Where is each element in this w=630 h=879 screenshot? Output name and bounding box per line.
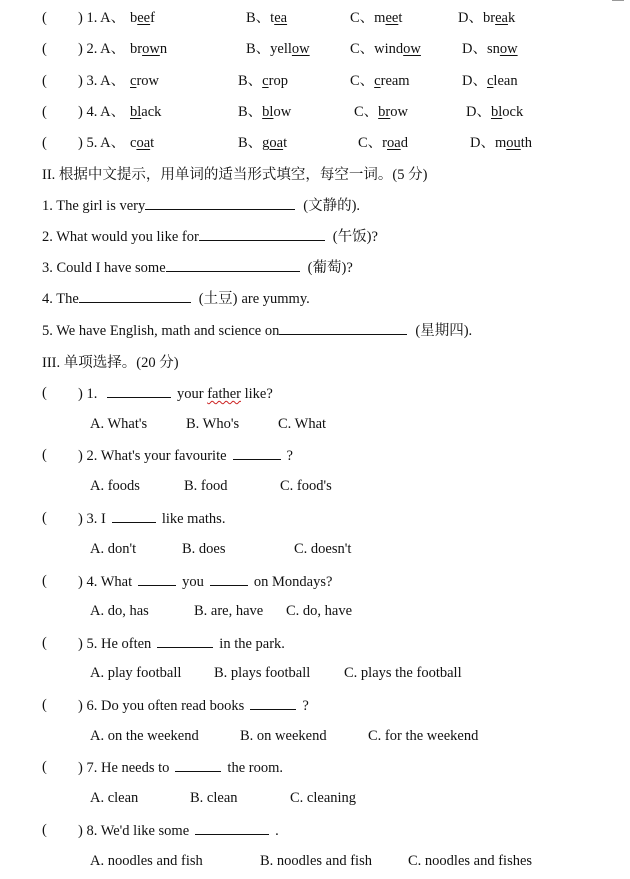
misspelling-word: father	[207, 386, 241, 402]
option-c	[354, 102, 408, 122]
option-a	[130, 39, 167, 59]
option-d	[470, 133, 532, 153]
underlined-letters: ow	[499, 41, 518, 57]
option-b[interactable]: B. noodles and fish	[260, 853, 372, 869]
question-number: ) 5.	[78, 636, 98, 652]
answer-paren[interactable]: (	[42, 41, 47, 57]
question-number: ) 4. A、	[78, 104, 126, 120]
underlined-letters: c	[130, 73, 137, 89]
answer-paren[interactable]: (	[42, 697, 47, 713]
answer-blank[interactable]	[195, 820, 269, 835]
answer-blank[interactable]	[107, 383, 171, 398]
option-a[interactable]: A. play football	[90, 665, 182, 681]
option-c	[350, 8, 402, 28]
word-part: m	[494, 135, 507, 151]
answer-blank[interactable]	[199, 226, 325, 241]
option-letter: B、	[246, 41, 271, 57]
stem-text: your	[176, 386, 204, 402]
underlined-letters: c	[374, 73, 381, 89]
option-letter: D、	[462, 41, 487, 57]
answer-blank[interactable]	[250, 695, 296, 710]
answer-paren[interactable]: (	[42, 10, 47, 26]
option-a[interactable]: A. don't	[90, 541, 137, 557]
underlined-letters: ow	[403, 41, 421, 57]
question-number: ) 8.	[78, 823, 98, 839]
answer-blank[interactable]	[157, 633, 213, 648]
stem-text: What's your favourite	[100, 448, 227, 464]
fill-item-4: 4. The (土豆) are yummy.	[42, 288, 310, 308]
answer-paren[interactable]: (	[42, 510, 47, 526]
option-a	[130, 133, 154, 153]
word-part: ack	[141, 104, 162, 120]
word-part: b	[130, 10, 138, 26]
question-number: ) 1.	[78, 386, 98, 402]
option-b	[238, 102, 291, 122]
stem-text: ?	[286, 448, 293, 464]
stem-text: like maths.	[161, 511, 226, 527]
answer-blank[interactable]	[279, 320, 407, 335]
page-corner-mark	[612, 0, 624, 1]
question-number: ) 2. A、	[78, 41, 126, 57]
option-d	[458, 8, 515, 28]
question-number: ) 1. A、	[78, 10, 126, 26]
stem-text: on Mondays?	[253, 574, 333, 590]
option-c[interactable]: C. cleaning	[290, 790, 357, 806]
option-b	[246, 8, 287, 28]
question-stem	[78, 757, 283, 778]
word-part: ream	[380, 73, 410, 89]
stem-text: He often	[100, 636, 152, 652]
option-a	[130, 71, 159, 91]
option-b	[238, 71, 288, 91]
option-letter: B、	[238, 104, 263, 120]
word-part: t	[150, 135, 155, 151]
section-3-title: III. 单项选择。(20 分)	[42, 355, 179, 371]
answer-blank[interactable]	[166, 257, 300, 272]
answer-paren[interactable]: (	[42, 385, 47, 401]
option-b[interactable]: B. Who's	[186, 416, 240, 432]
answer-paren[interactable]: (	[42, 73, 47, 89]
answer-paren[interactable]: (	[42, 573, 47, 589]
underlined-letters: bl	[262, 104, 274, 120]
option-letter: B、	[238, 73, 263, 89]
option-letter: B、	[246, 10, 271, 26]
word-part: rop	[268, 73, 288, 89]
option-letter: C、	[354, 104, 379, 120]
word-part: t	[283, 135, 288, 151]
option-c[interactable]: C. doesn't	[294, 541, 352, 557]
stem-text: He needs to	[100, 760, 170, 776]
option-c[interactable]: C. noodles and fishes	[408, 853, 533, 869]
option-c[interactable]: C. for the weekend	[368, 728, 479, 744]
option-a	[130, 8, 155, 28]
option-b[interactable]: B. on weekend	[240, 728, 327, 744]
underlined-letters: ee	[385, 10, 399, 26]
answer-blank[interactable]	[79, 288, 191, 303]
option-letter: D、	[458, 10, 483, 26]
underlined-letters: ow	[142, 41, 160, 57]
option-c	[350, 39, 421, 59]
stem-text: you	[182, 574, 204, 590]
word-part: k	[507, 10, 516, 26]
word-part: n	[159, 41, 168, 57]
section-2-title: II. 根据中文提示，用单词的适当形式填空，每空一词。(5 分)	[42, 167, 428, 183]
answer-blank[interactable]	[138, 571, 176, 586]
answer-paren[interactable]: (	[42, 447, 47, 463]
stem-text: ?	[302, 698, 309, 714]
underlined-letters: ea	[495, 10, 508, 26]
option-b	[246, 39, 310, 59]
option-b[interactable]: B. plays football	[214, 665, 311, 681]
option-c[interactable]: C. food's	[280, 478, 332, 494]
word-part: f	[150, 10, 155, 26]
answer-blank[interactable]	[210, 571, 248, 586]
stem-text: .	[275, 823, 279, 839]
underlined-letters: oa	[387, 135, 401, 151]
question-number: ) 5. A、	[78, 135, 126, 151]
question-number: ) 3. A、	[78, 73, 126, 89]
option-c	[358, 133, 408, 153]
word-part: lean	[493, 73, 518, 89]
word-part: row	[136, 73, 159, 89]
answer-blank[interactable]	[233, 445, 281, 460]
fill-item-1: 1. The girl is very (文静的).	[42, 195, 360, 215]
answer-paren[interactable]: (	[42, 822, 47, 838]
option-letter: C、	[350, 73, 375, 89]
fill-item-3: 3. Could I have some (葡萄)?	[42, 257, 353, 277]
question-number: ) 6.	[78, 698, 98, 714]
underlined-letters: ou	[506, 135, 521, 151]
word-part: ow	[273, 104, 292, 120]
question-stem	[78, 508, 225, 529]
option-letter: B、	[238, 135, 263, 151]
question-stem	[78, 633, 285, 654]
word-part: br	[482, 10, 496, 26]
option-c[interactable]: C. plays the football	[344, 665, 462, 681]
underlined-letters: ow	[291, 41, 310, 57]
option-letter: D、	[470, 135, 495, 151]
stem-text: I	[100, 511, 106, 527]
option-a	[130, 102, 161, 122]
option-letter: C、	[350, 41, 375, 57]
underlined-letters: oa	[136, 135, 151, 151]
question-number: ) 3.	[78, 511, 98, 527]
word-part: br	[130, 41, 143, 57]
option-d	[462, 39, 518, 59]
option-letter: D、	[466, 104, 491, 120]
option-b	[238, 133, 287, 153]
question-number: ) 4.	[78, 574, 98, 590]
underlined-letters: c	[486, 73, 494, 89]
word-part: g	[262, 135, 270, 151]
question-number: ) 2.	[78, 448, 98, 464]
option-b[interactable]: B. are, have	[194, 603, 264, 619]
answer-paren[interactable]: (	[42, 135, 47, 151]
underlined-letters: oa	[269, 135, 284, 151]
stem-text: Do you often read books	[100, 698, 245, 714]
underlined-letters: bl	[490, 104, 503, 120]
answer-paren[interactable]: (	[42, 635, 47, 651]
stem-text: What	[100, 574, 133, 590]
word-part: c	[130, 135, 137, 151]
answer-paren[interactable]: (	[42, 759, 47, 775]
word-part: d	[400, 135, 408, 151]
stem-text: the room.	[227, 760, 283, 776]
stem-text: in the park.	[219, 636, 285, 652]
option-c[interactable]: C. do, have	[286, 603, 353, 619]
question-number: ) 7.	[78, 760, 98, 776]
fill-item-5: 5. We have English, math and science on (星期四).	[42, 320, 472, 340]
option-d	[466, 102, 523, 122]
answer-blank[interactable]	[145, 195, 295, 210]
option-b[interactable]: B. food	[184, 478, 228, 494]
question-stem	[78, 571, 332, 592]
option-b[interactable]: B. clean	[190, 790, 238, 806]
word-part: ow	[390, 104, 408, 120]
word-part: th	[520, 135, 533, 151]
word-part: r	[382, 135, 388, 151]
underlined-letters: br	[378, 104, 391, 120]
word-part: wind	[374, 41, 404, 57]
option-c[interactable]: C. What	[278, 416, 327, 432]
question-stem	[78, 695, 309, 716]
option-a[interactable]: A. noodles and fish	[90, 853, 203, 869]
word-part: t	[270, 10, 275, 26]
word-part: t	[398, 10, 403, 26]
underlined-letters: bl	[130, 104, 142, 120]
word-part: m	[374, 10, 386, 26]
underlined-letters: ea	[274, 10, 288, 26]
option-a[interactable]: A. foods	[90, 478, 140, 494]
stem-text: We'd like some	[100, 823, 190, 839]
answer-paren[interactable]: (	[42, 104, 47, 120]
option-b[interactable]: B. does	[182, 541, 226, 557]
option-a[interactable]: A. What's	[90, 416, 148, 432]
word-part: sn	[486, 41, 500, 57]
option-c	[350, 71, 410, 91]
underlined-letters: c	[262, 73, 269, 89]
option-a[interactable]: A. clean	[90, 790, 139, 806]
answer-blank[interactable]	[175, 757, 221, 772]
option-d	[462, 71, 518, 91]
question-stem	[78, 383, 273, 404]
option-a[interactable]: A. on the weekend	[90, 728, 199, 744]
option-letter: C、	[350, 10, 375, 26]
option-letter: C、	[358, 135, 383, 151]
word-part: ock	[502, 104, 524, 120]
underlined-letters: ee	[137, 10, 151, 26]
word-part: yell	[270, 41, 292, 57]
question-stem	[78, 445, 293, 466]
option-a[interactable]: A. do, has	[90, 603, 149, 619]
fill-item-2: 2. What would you like for (午饭)?	[42, 226, 378, 246]
answer-blank[interactable]	[112, 508, 156, 523]
question-stem	[78, 820, 279, 841]
option-letter: D、	[462, 73, 487, 89]
stem-text: like?	[244, 386, 273, 402]
